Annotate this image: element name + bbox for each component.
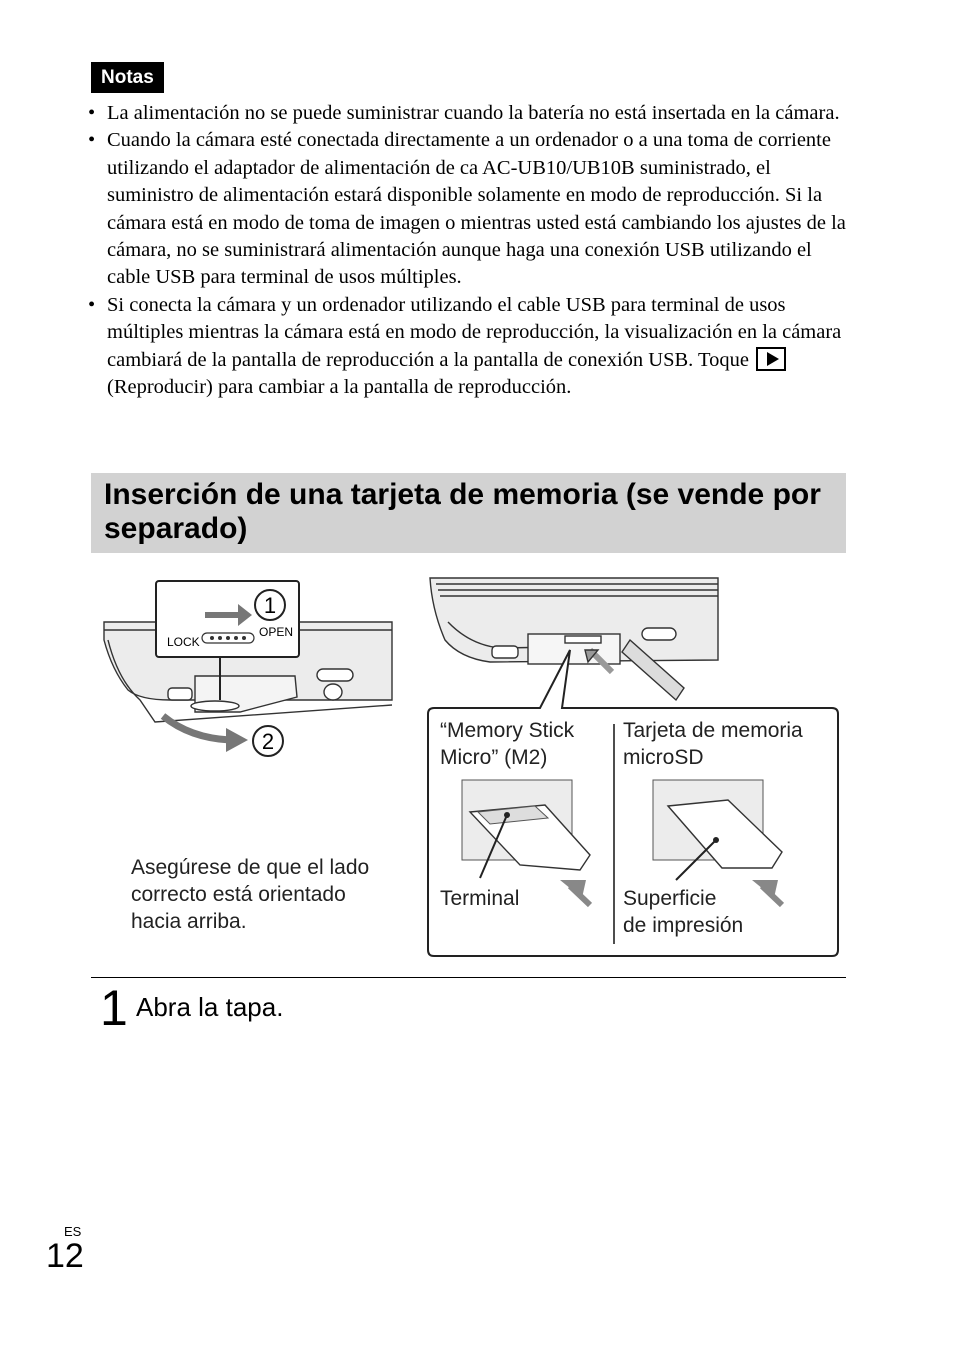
step-divider [91, 977, 846, 978]
microsd-label-line1: Tarjeta de memoria [623, 719, 803, 742]
microsd-label-line2: microSD [623, 746, 704, 769]
step-number: 1 [100, 980, 128, 1036]
notes-list [88, 100, 848, 401]
note-item: • La alimentación no se puede suministrar cuando la batería no está insertada en la cámara. [88, 102, 840, 124]
step-two-marker: 2 [261, 729, 275, 754]
terminal-label: Terminal [440, 887, 520, 910]
step-one-marker: 1 [263, 593, 277, 618]
print-surface-label-line1: Superficie [623, 887, 717, 910]
open-arrow [163, 716, 283, 756]
note-item: • Cuando la cámara esté conectada directamente a un ordenador o a una toma de corriente utilizando el adaptador de alimentación de ca AC-UB10/UB10B suministrado, el suministro de alimentación estará disponible solamente en modo de reproducción. Si la cámara está en modo de toma de imagen o mientras usted está cambiando los ajustes de la cámara, no se suministrará alimentación aunque haga una conexión USB utilizando el cable USB para terminal de usos múltiples. [88, 129, 846, 289]
memory-stick-label-line2: Micro” (M2) [440, 746, 548, 769]
camera-right-illustration [430, 578, 718, 700]
open-label: OPEN [259, 625, 294, 639]
lock-label: LOCK [167, 635, 200, 649]
section-title: Inserción de una tarjeta de memoria (se vende por separado) [104, 478, 821, 545]
note-item: • Si conecta la cámara y un ordenador utilizando el cable USB para terminal de usos múltiples mientras la cámara está en modo de reproducción, la visualización en la cámara cambiará de la pantalla de reproducción a la pantalla de conexión USB. Toque (Reproducir) para cambiar a la pantalla de reproducción. [88, 293, 842, 399]
language-code: ES [64, 1224, 82, 1239]
page-number: 12 [46, 1237, 84, 1275]
step-text: Abra la tapa. [136, 992, 284, 1022]
memory-card-illustration [100, 576, 850, 966]
play-icon [756, 347, 786, 371]
notes-badge: Notas [91, 62, 164, 93]
orientation-note-line2: correcto está orientado [131, 883, 346, 906]
print-surface-label-line2: de impresión [623, 914, 744, 937]
orientation-note-line1: Asegúrese de que el lado [131, 856, 370, 879]
memory-stick-label-line1: “Memory Stick [440, 719, 575, 742]
orientation-note-line3: hacia arriba. [131, 910, 247, 933]
